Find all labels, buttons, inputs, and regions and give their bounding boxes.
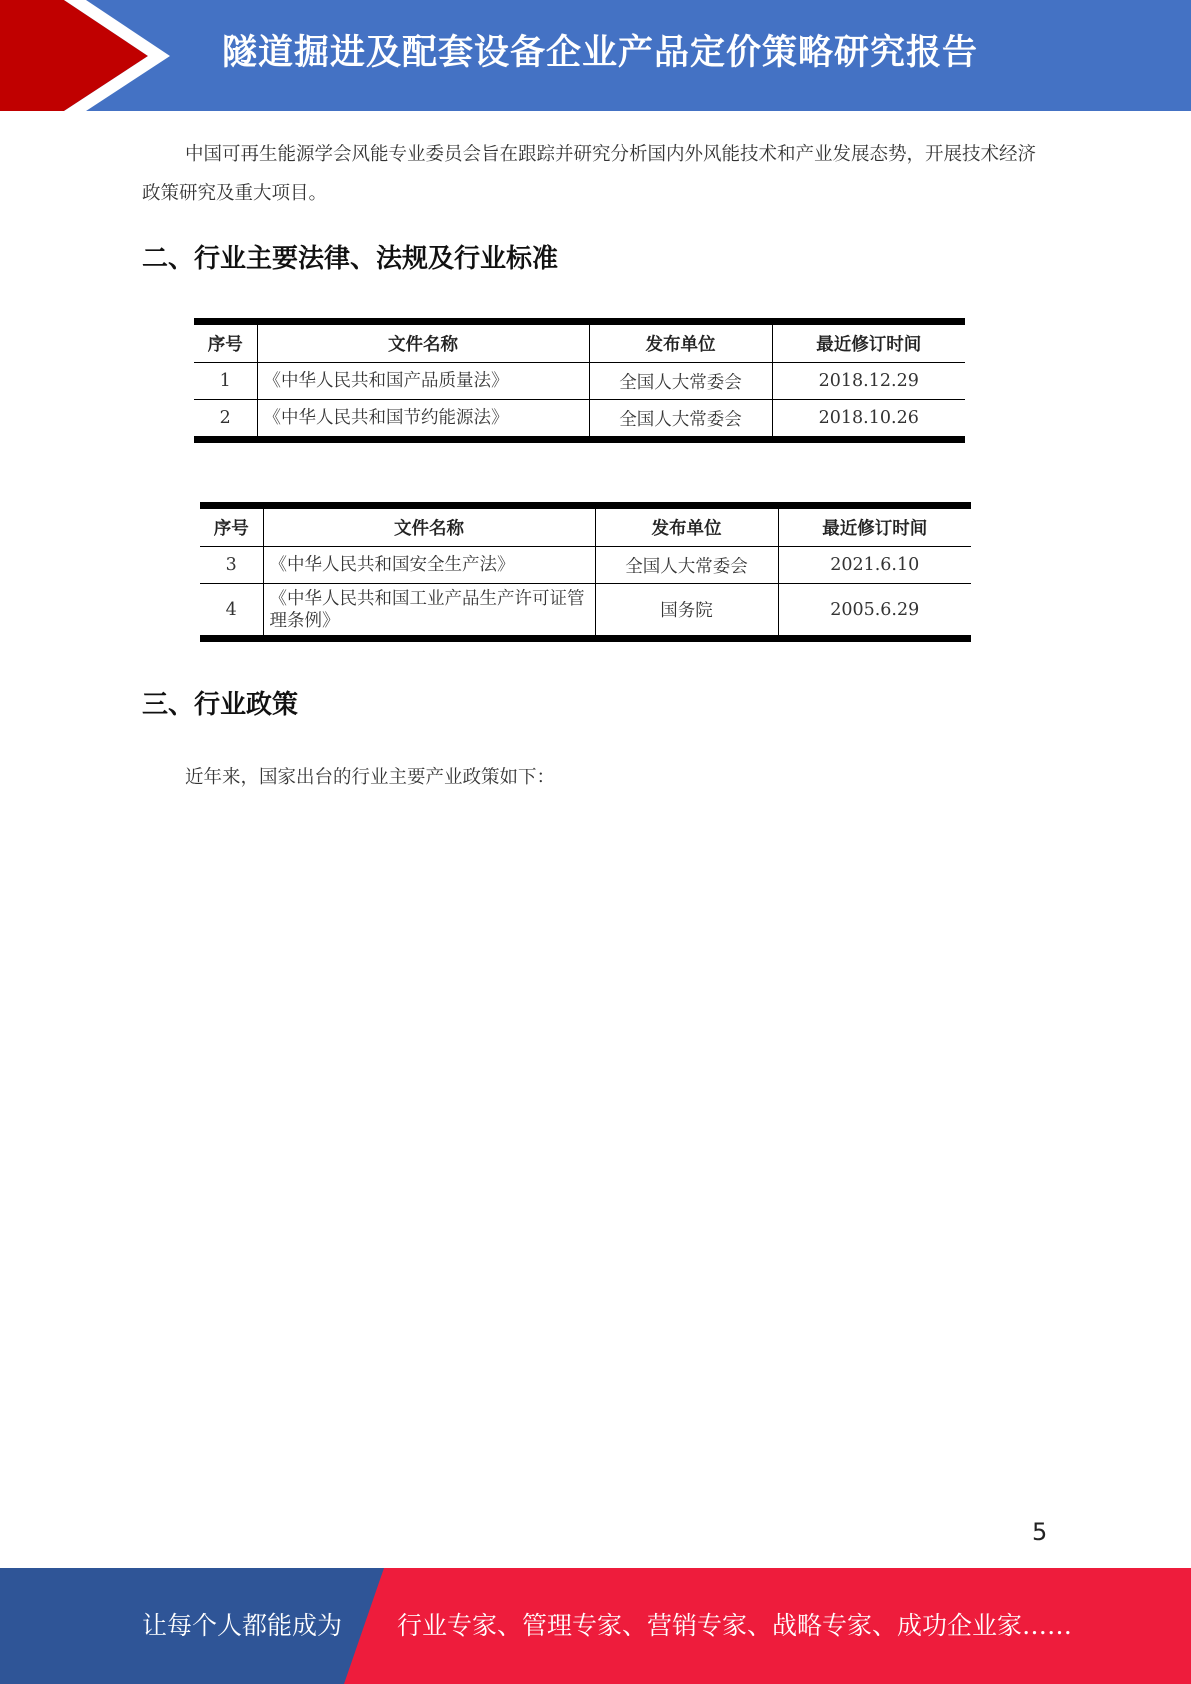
policy-intro-paragraph: 近年来，国家出台的行业主要产业政策如下： <box>185 767 556 788</box>
table-row <box>200 584 971 639</box>
cell-issuer: 国务院 <box>595 584 778 639</box>
cell-date: 2005.6.29 <box>778 584 971 639</box>
col-header-date: 最近修订时间 <box>772 322 965 363</box>
table-row <box>194 363 965 400</box>
cell-date: 2018.10.26 <box>772 400 965 440</box>
section-heading-laws: 二、行业主要法律、法规及行业标准 <box>142 244 559 274</box>
col-header-no: 序号 <box>194 322 257 363</box>
cell-date: 2018.12.29 <box>772 363 965 400</box>
laws-table-2 <box>200 502 971 642</box>
footer-slogan-right: 行业专家、管理专家、营销专家、战略专家、成功企业家…… <box>397 1611 1073 1640</box>
col-header-no: 序号 <box>200 506 263 547</box>
cell-date: 2021.6.10 <box>778 547 971 584</box>
cell-issuer: 全国人大常委会 <box>595 547 778 584</box>
cell-no: 2 <box>194 400 257 440</box>
col-header-issuer: 发布单位 <box>589 322 772 363</box>
cell-issuer: 全国人大常委会 <box>589 363 772 400</box>
col-header-name: 文件名称 <box>263 506 595 547</box>
cell-name: 《中华人民共和国产品质量法》 <box>257 363 589 400</box>
cell-name: 《中华人民共和国节约能源法》 <box>257 400 589 440</box>
table-row <box>194 400 965 440</box>
page-number: 5 <box>1032 1518 1048 1546</box>
col-header-issuer: 发布单位 <box>595 506 778 547</box>
intro-paragraph: 中国可再生能源学会风能专业委员会旨在跟踪并研究分析国内外风能技术和产业发展态势，开展技术经济政策研究及重大项目。 <box>142 144 1037 204</box>
cell-no: 3 <box>200 547 263 584</box>
cell-name: 《中华人民共和国安全生产法》 <box>263 547 595 584</box>
footer-banner <box>0 1568 1191 1684</box>
table-row <box>200 547 971 584</box>
laws-table-1 <box>194 318 965 443</box>
header-banner <box>0 0 1191 111</box>
col-header-name: 文件名称 <box>257 322 589 363</box>
cell-no: 1 <box>194 363 257 400</box>
section-heading-policy: 三、行业政策 <box>142 690 299 720</box>
report-title: 隧道掘进及配套设备企业产品定价策略研究报告 <box>222 33 979 73</box>
table-header-row <box>194 322 965 363</box>
cell-issuer: 全国人大常委会 <box>589 400 772 440</box>
footer-slogan-left: 让每个人都能成为 <box>142 1611 343 1640</box>
cell-no: 4 <box>200 584 263 639</box>
table-header-row <box>200 506 971 547</box>
cell-name: 《中华人民共和国工业产品生产许可证管理条例》 <box>263 584 595 639</box>
col-header-date: 最近修订时间 <box>778 506 971 547</box>
